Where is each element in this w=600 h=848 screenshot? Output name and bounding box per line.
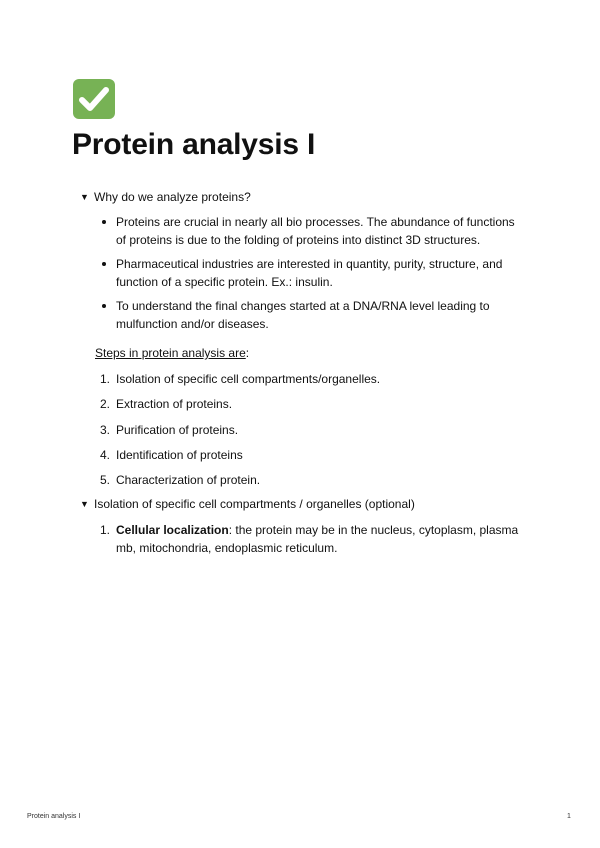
triangle-down-icon[interactable]: ▼	[80, 192, 89, 202]
toggle-label: Isolation of specific cell compartments / organelles (optional)	[94, 497, 415, 511]
list-item: 1. Cellular localization: the protein may be in the nucleus, cytoplasm, plasma mb, mitochondria, endoplasmic reticulum.	[100, 523, 519, 555]
list-item: 2. Extraction of proteins.	[100, 397, 233, 412]
bullet-list	[100, 213, 525, 339]
bullet-dot-icon	[102, 220, 106, 224]
triangle-down-icon[interactable]: ▼	[80, 499, 89, 509]
footer-page-number: 1	[567, 813, 571, 820]
toggle-label: Why do we analyze proteins?	[94, 190, 251, 204]
list-item: 4. Identification of proteins	[100, 447, 243, 462]
list-item: To understand the final changes started at a DNA/RNA level leading to mulfunction and/or diseases.	[100, 297, 525, 333]
toggle-isolation[interactable]	[80, 497, 415, 511]
footer-title: Protein analysis I	[27, 813, 81, 820]
bullet-dot-icon	[102, 262, 106, 266]
steps-heading: Steps in protein analysis are:	[95, 346, 250, 360]
page-title: Protein analysis I	[72, 128, 316, 161]
isolation-list	[100, 521, 530, 557]
toggle-why-analyze[interactable]	[80, 190, 251, 204]
list-item: Pharmaceutical industries are interested in quantity, purity, structure, and function of a specific protein. Ex.: insulin.	[100, 255, 525, 291]
check-mark-button-icon	[73, 79, 115, 119]
steps-list	[100, 370, 380, 496]
list-item: 1. Isolation of specific cell compartments/organelles.	[100, 372, 381, 386]
list-item: 3. Purification of proteins.	[100, 422, 239, 437]
list-item: 5. Characterization of protein.	[100, 473, 261, 488]
bullet-dot-icon	[102, 304, 106, 308]
list-item: Proteins are crucial in nearly all bio processes. The abundance of functions of proteins is due to the folding of proteins into distinct 3D structures.	[100, 213, 525, 249]
